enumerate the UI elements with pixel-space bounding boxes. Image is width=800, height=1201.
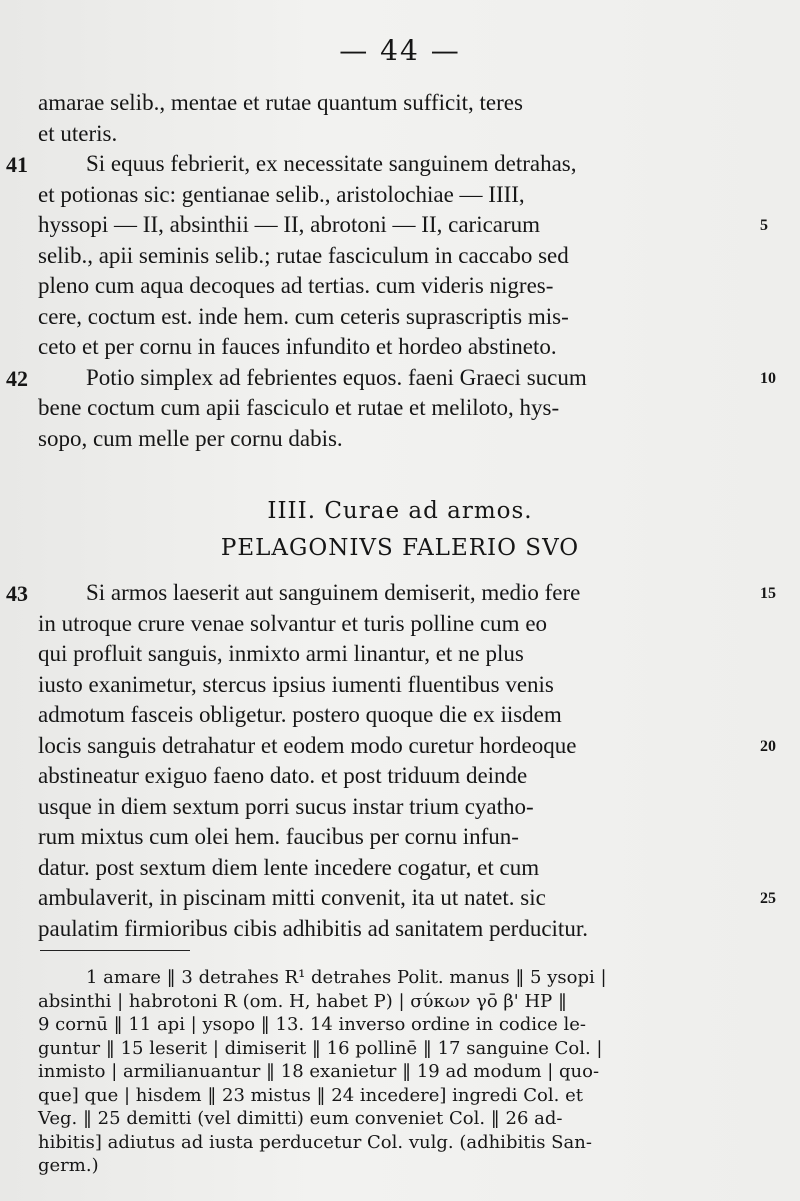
paragraph-number: 42 (6, 365, 28, 391)
footnote-line: hibitis] adiutus ad iusta perducetur Col. vulg. (adhibitis San- (38, 1131, 592, 1153)
text-line: selib., apii seminis selib.; rutae fasciculum in caccabo sed (38, 242, 569, 268)
footnote-line: 1 amare ‖ 3 detrahes R¹ detrahes Polit. manus ‖ 5 ysopi | (86, 967, 607, 988)
text-line: locis sanguis detrahatur et eodem modo curetur hordeoque (38, 732, 577, 758)
text-line: in utroque crure venae solvantur et turis polline cum eo (38, 610, 548, 636)
line-number: 25 (760, 890, 776, 907)
text-line: pleno cum aqua decoques ad tertias. cum videris nigres- (38, 273, 554, 298)
text-line: Si armos laeserit aut sanguinem demiserit, medio fere (86, 580, 581, 605)
text-line: sopo, cum melle per cornu dabis. (38, 425, 343, 451)
footnote-line: que] que | hisdem ‖ 23 mistus ‖ 24 incedere] ingredi Col. et (38, 1084, 583, 1106)
text-line: qui profluit sanguis, inmixto armi linantur, et ne plus (38, 641, 524, 666)
text-line: rum mixtus cum olei hem. faucibus per cornu infun- (38, 824, 519, 849)
line-number: 5 (760, 217, 768, 234)
page-number: — 44 — (339, 34, 461, 67)
text-line: et potionas sic: gentianae selib., aristolochiae — IIII, (38, 181, 525, 207)
text-line: ceto et per cornu in fauces infundito et hordeo abstineto. (38, 334, 557, 359)
text-line: Si equus febrierit, ex necessitate sanguinem detrahas, (86, 151, 577, 176)
text-line: ambulaverit, in piscinam mitti convenit, ita ut natet. sic (38, 885, 546, 910)
line-number: 15 (760, 585, 776, 602)
footnote-line: germ.) (38, 1155, 99, 1176)
line-number: 20 (760, 737, 776, 755)
footnote-line: absinthi | habrotoni R (om. H, habet P) | σύκων γō β' HP ‖ (38, 990, 567, 1012)
paragraph-number: 43 (6, 581, 28, 606)
text-line: abstineatur exiguo faeno dato. et post triduum deinde (38, 763, 528, 788)
text-line: amarae selib., mentae et rutae quantum sufficit, teres (38, 90, 523, 115)
text-line: iusto exanimetur, stercus ipsius iumenti fluentibus venis (38, 671, 554, 697)
footnote-line: 9 cornū ‖ 11 api | ysopo ‖ 13. 14 inverso ordine in codice le- (38, 1014, 586, 1035)
text-line: datur. post sextum diem lente incedere cogatur, et cum (38, 854, 540, 880)
section-title: IIII. Curae ad armos. (267, 498, 533, 524)
text-line: paulatim firmioribus cibis adhibitis ad sanitatem perducitur. (38, 915, 588, 941)
footnote-line: inmisto | armilianuantur ‖ 18 exanietur ‖ 19 ad modum | quo- (38, 1061, 600, 1082)
text-line: admotum fasceis obligetur. postero quoque die ex iisdem (38, 702, 562, 727)
text-line: hyssopi — II, absinthii — II, abrotoni — II, caricarum (38, 212, 541, 237)
section-subtitle: PELAGONIVS FALERIO SVO (220, 535, 580, 561)
footnote-rule (40, 950, 190, 951)
footnote-line: Veg. ‖ 25 demitti (vel dimitti) eum conveniet Col. ‖ 26 ad- (38, 1108, 563, 1129)
text-line: Potio simplex ad febrientes equos. faeni Graeci sucum (86, 364, 587, 390)
text-line: cere, coctum est. inde hem. cum ceteris suprascriptis mis- (38, 303, 569, 329)
text-line: bene coctum cum apii fasciculo et rutae et meliloto, hys- (38, 395, 560, 420)
text-line: et uteris. (38, 120, 118, 146)
paragraph-number: 41 (6, 152, 28, 177)
line-number: 10 (760, 369, 776, 387)
text-line: usque in diem sextum porri sucus instar trium cyatho- (38, 793, 534, 819)
footnote-line: guntur ‖ 15 leserit | dimiserit ‖ 16 pollinē ‖ 17 sanguine Col. | (38, 1037, 603, 1059)
